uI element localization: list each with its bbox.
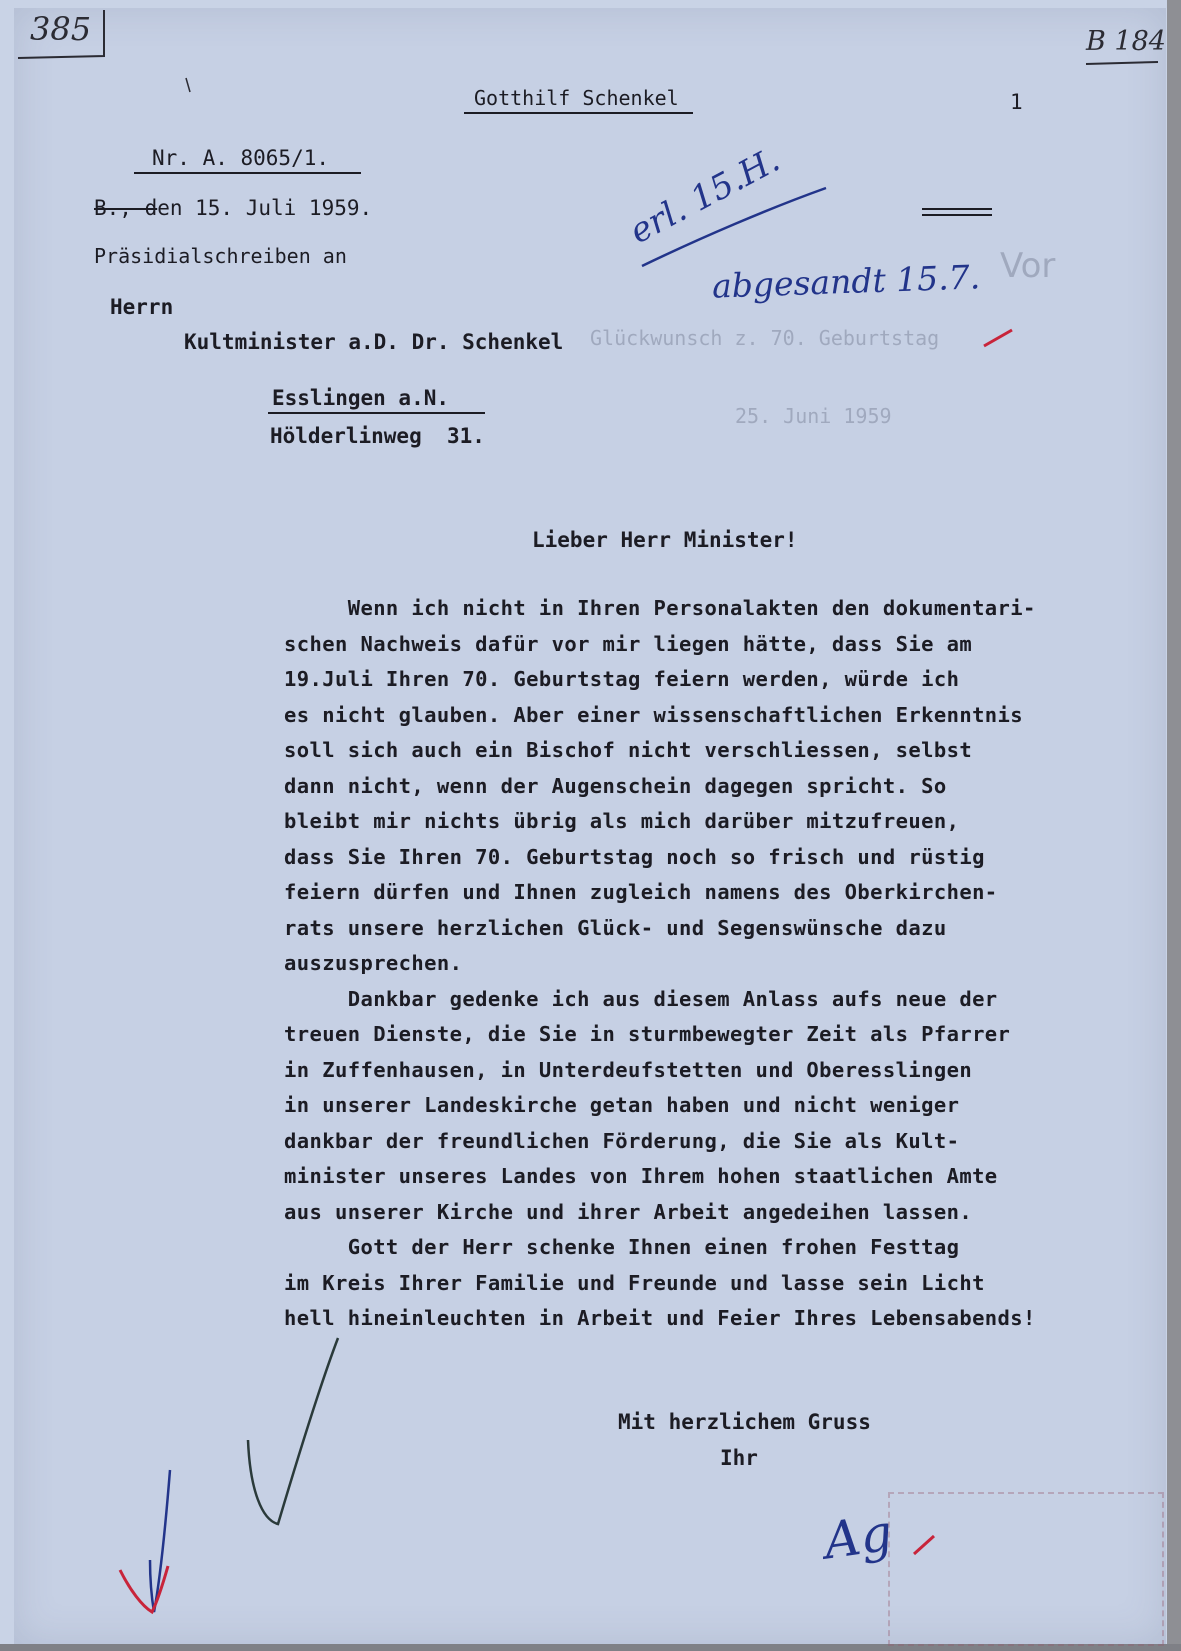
body-line: dankbar der freundlichen Förderung, die Sie als Kult- [284,1128,960,1153]
body-line: minister unseres Landes von Ihrem hohen staatlichen Amte [284,1164,998,1188]
page-number: 1 [1010,90,1023,114]
closing-line-2: Ihr [720,1446,758,1470]
date-struck-prefix: B., d [94,196,158,220]
body-line: hell hineinleuchten in Arbeit und Feier Ihres Lebensabends! [284,1306,1036,1330]
body-line: 19.Juli Ihren 70. Geburtstag feiern werden, würde ich [284,667,960,691]
body-line: treuen Dienste, die Sie in sturmbewegter Zeit als Pfarrer [284,1022,1011,1046]
archive-number: 385 [30,10,92,48]
reference-number: Nr. A. 8065/1. [134,146,361,174]
closing-line-1: Mit herzlichem Gruss [618,1410,871,1434]
annotation-sent: abgesandt 15.7. [711,257,981,306]
greeting: Lieber Herr Minister! [532,528,798,552]
recipient-city: Esslingen a.N. [268,386,485,414]
recipient-street: Hölderlinweg 31. [270,424,485,448]
body-line: soll sich auch ein Bischof nicht verschliessen, selbst [284,738,973,762]
body-line: es nicht glauben. Aber einer wissenschaftlichen Erkenntnis [284,702,1024,727]
body-line: aus unserer Kirche und ihrer Arbeit angedeihen lassen. [284,1199,973,1224]
struck-dash [922,208,992,216]
show-through-line-3: Vor [1000,246,1056,286]
body-line: bleibt mir nichts übrig als mich darüber mitzufreuen, [284,809,960,833]
header-name: Gotthilf Schenkel [464,86,693,114]
body-line: im Kreis Ihrer Familie und Freunde und lasse sein Licht [284,1270,985,1295]
letter-body [284,591,1144,1337]
archive-reference: B 184 [1086,26,1166,57]
body-line: in unserer Landeskirche getan haben und nicht weniger [284,1093,960,1117]
show-through-line-1: Glückwunsch z. 70. Geburtstag [590,326,940,350]
body-line: rats unsere herzlichen Glück- und Segenswünsche dazu [284,915,947,940]
scan-edge-right [1167,0,1181,1651]
recipient-salutation: Herrn [110,295,174,319]
received-stamp [888,1492,1164,1646]
date-line [94,196,372,220]
date-text: en 15. Juli 1959. [157,196,373,220]
body-line: auszusprechen. [284,951,463,975]
annotation-done: erl. 15.H. [623,139,787,252]
body-line: in Zuffenhausen, in Unterdeufstetten und Oberesslingen [284,1057,973,1082]
recipient-name: Kultminister a.D. Dr. Schenkel [184,330,564,354]
show-through-line-2: 25. Juni 1959 [735,404,892,428]
body-line: feiern dürfen und Ihnen zugleich namens des Oberkirchen- [284,880,998,904]
body-line: Wenn ich nicht in Ihren Personalakten den dokumentari- [284,596,1036,620]
body-line: schen Nachweis dafür vor mir liegen hätte, dass Sie am [284,631,973,656]
letter-type: Präsidialschreiben an [94,244,347,268]
body-line: Gott der Herr schenke Ihnen einen frohen Festtag [284,1235,960,1259]
body-line: dass Sie Ihren 70. Geburtstag noch so frisch und rüstig [284,844,985,869]
body-line: Dankbar gedenke ich aus diesem Anlass aufs neue der [284,986,998,1011]
signature-initials: Ag [820,1503,896,1571]
body-line: dann nicht, wenn der Augenschein dagegen spricht. So [284,773,947,798]
